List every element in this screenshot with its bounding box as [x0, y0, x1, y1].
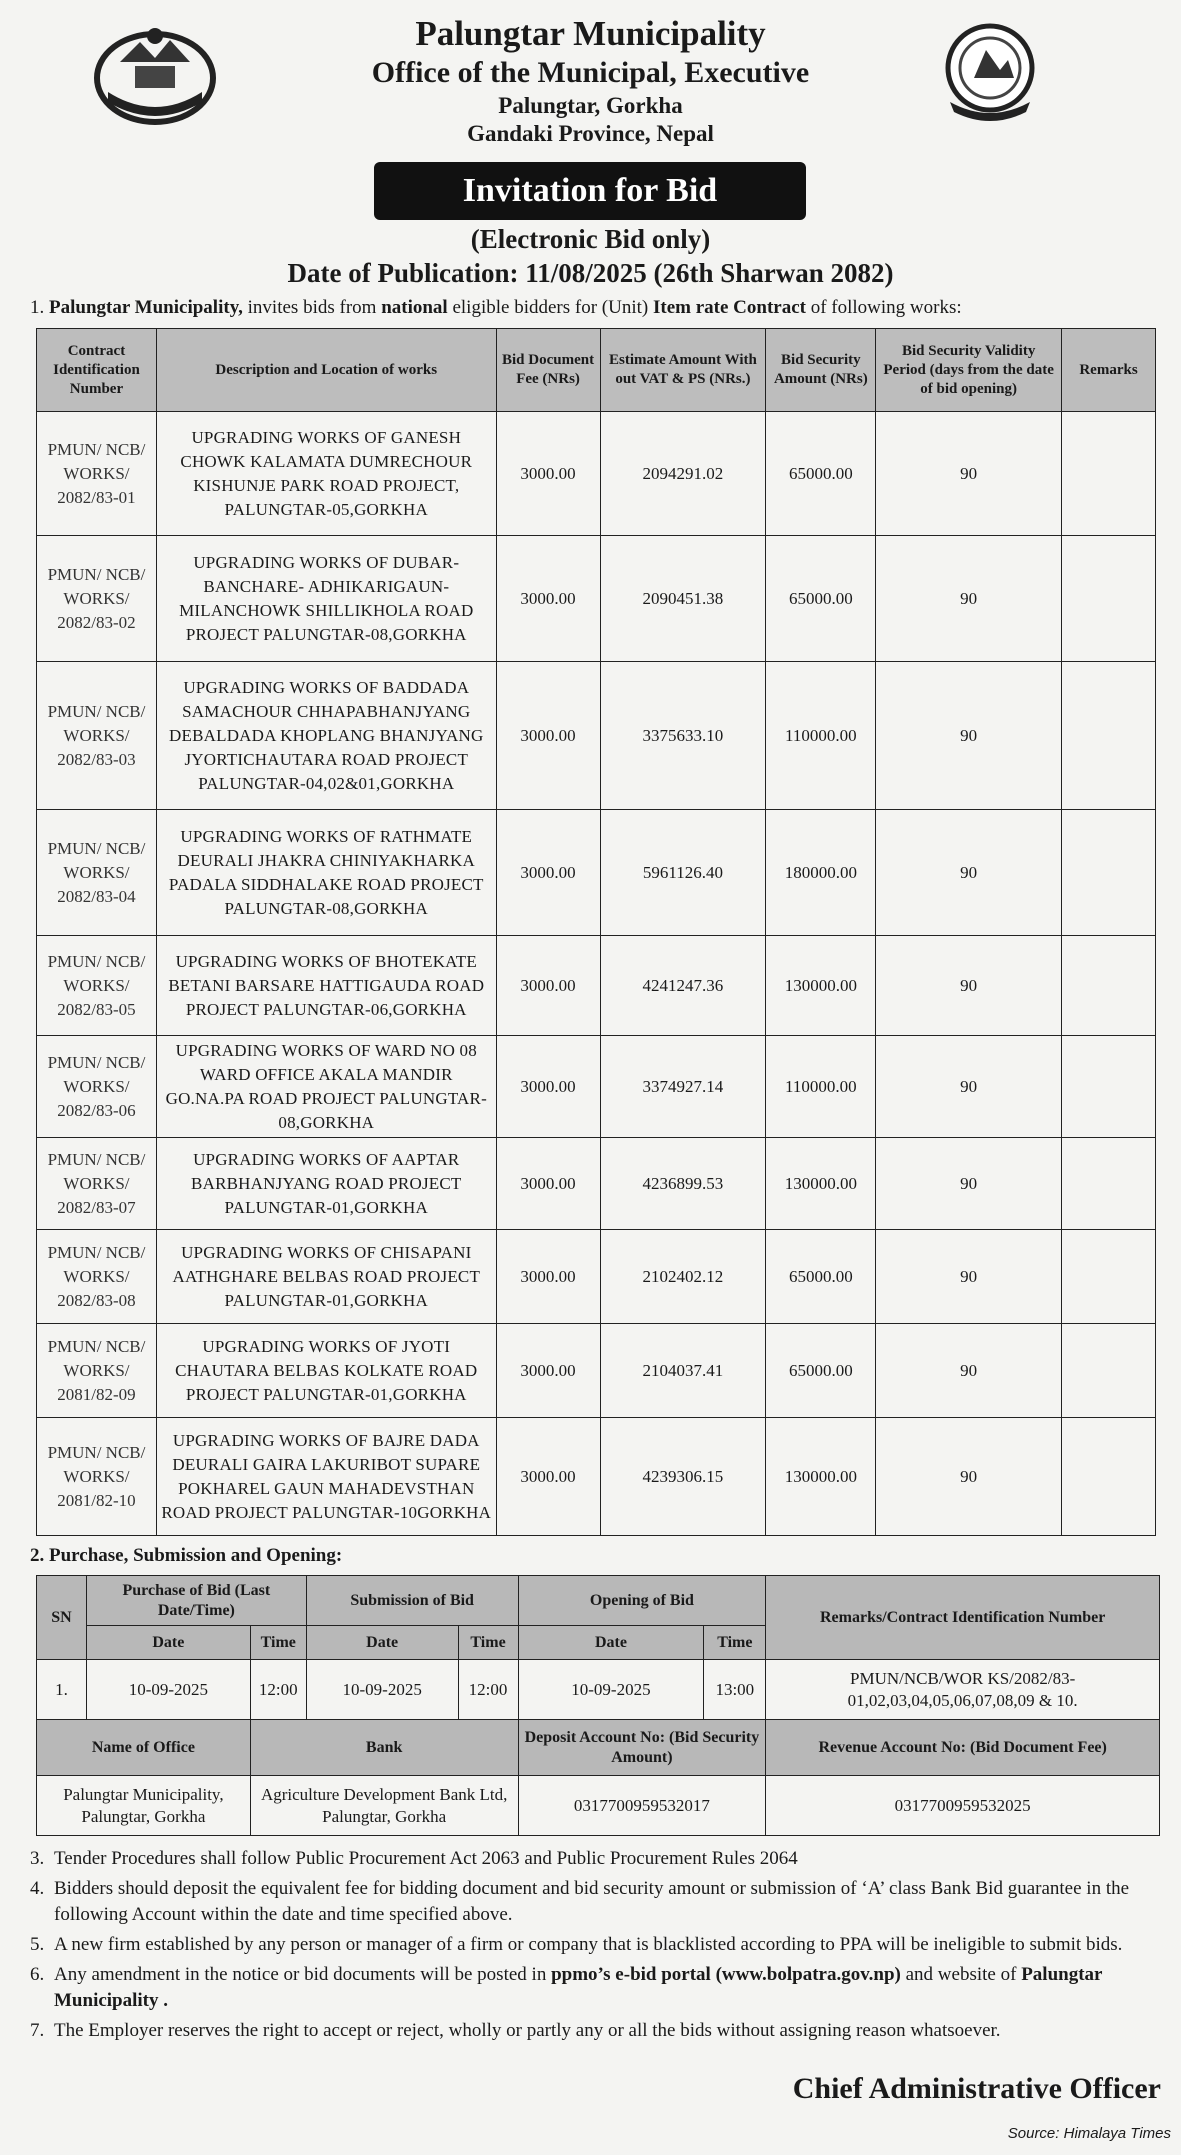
remarks: [1062, 1036, 1156, 1138]
contract-id: PMUN/ NCB/ WORKS/ 2082/83-02: [37, 536, 157, 662]
col-header-submission: Submission of Bid: [306, 1576, 518, 1626]
col-header-revenue: Revenue Account No: (Bid Document Fee): [766, 1720, 1160, 1776]
office-name: Office of the Municipal, Executive: [371, 56, 810, 89]
remarks: [1062, 810, 1156, 936]
deposit-account-number: 0317700959532017: [518, 1776, 766, 1836]
doc-fee: 3000.00: [496, 1418, 600, 1536]
sn: 1.: [37, 1660, 87, 1720]
validity-days: 90: [876, 662, 1062, 810]
table-row: [37, 662, 1156, 810]
work-description: UPGRADING WORKS OF BAJRE DADA DEURALI GAIRA LAKURIBOT SUPARE POKHAREL GAUN MAHADEVSTHAN ROAD PROJECT PALUNGTAR-10GORKHA: [156, 1418, 496, 1536]
doc-fee: 3000.00: [496, 412, 600, 536]
intro-text: of following works:: [805, 297, 962, 318]
remarks: [1062, 1324, 1156, 1418]
note-text: The Employer reserves the right to accept or reject, wholly or partly any or all the bids without assigning reason whatsoever.: [54, 2020, 1001, 2041]
table-row: [37, 536, 1156, 662]
security-amount: 110000.00: [766, 662, 876, 810]
notice-header: [0, 14, 1181, 148]
work-description: UPGRADING WORKS OF AAPTAR BARBHANJYANG ROAD PROJECT PALUNGTAR-01,GORKHA: [156, 1138, 496, 1230]
estimate-amount: 3375633.10: [600, 662, 766, 810]
table-row: [37, 1776, 1160, 1836]
doc-fee: 3000.00: [496, 536, 600, 662]
doc-fee: 3000.00: [496, 662, 600, 810]
contract-id: PMUN/ NCB/ WORKS/ 2082/83-07: [37, 1138, 157, 1230]
table-row: [37, 412, 1156, 536]
work-description: UPGRADING WORKS OF CHISAPANI AATHGHARE BELBAS ROAD PROJECT PALUNGTAR-01,GORKHA: [156, 1230, 496, 1324]
remarks: [1062, 662, 1156, 810]
note-number: 7.: [30, 2020, 45, 2041]
col-header-security: Bid Security Amount (NRs): [766, 329, 876, 412]
col-header-time: Time: [704, 1626, 766, 1660]
bank-name-cell: Agriculture Development Bank Ltd, Palungtar, Gorkha: [250, 1776, 518, 1836]
doc-fee: 3000.00: [496, 1230, 600, 1324]
remarks: [1062, 1138, 1156, 1230]
doc-fee: 3000.00: [496, 1138, 600, 1230]
section-2-title: 2. Purchase, Submission and Opening:: [30, 1545, 343, 1566]
submission-date: 10-09-2025: [306, 1660, 458, 1720]
work-description: UPGRADING WORKS OF GANESH CHOWK KALAMATA DUMRECHOUR KISHUNJE PARK ROAD PROJECT, PALUNGTAR-05,GORKHA: [156, 412, 496, 536]
notice-banner-title: Invitation for Bid: [374, 162, 806, 220]
note-number: 3.: [30, 1848, 45, 1869]
revenue-account-number: 0317700959532025: [766, 1776, 1160, 1836]
security-amount: 65000.00: [766, 536, 876, 662]
validity-days: 90: [876, 1324, 1062, 1418]
works-table: [36, 328, 1156, 1536]
validity-days: 90: [876, 1418, 1062, 1536]
col-header-opening: Opening of Bid: [518, 1576, 766, 1626]
note-item: [30, 1846, 1160, 1872]
purchase-table: [36, 1575, 1160, 1836]
note-text: Tender Procedures shall follow Public Procurement Act 2063 and Public Procurement Rules 2064: [54, 1848, 798, 1869]
contract-id: PMUN/ NCB/ WORKS/ 2082/83-04: [37, 810, 157, 936]
table-row: [37, 1660, 1160, 1720]
purchase-time: 12:00: [250, 1660, 306, 1720]
note-text: Any amendment in the notice or bid documents will be posted in: [54, 1964, 552, 1985]
contract-id: PMUN/ NCB/ WORKS/ 2082/83-03: [37, 662, 157, 810]
contract-id: PMUN/ NCB/ WORKS/ 2082/83-08: [37, 1230, 157, 1324]
contract-id: PMUN/ NCB/ WORKS/ 2082/83-05: [37, 936, 157, 1036]
intro-text: eligible bidders for (Unit): [447, 297, 653, 318]
security-amount: 65000.00: [766, 1230, 876, 1324]
validity-days: 90: [876, 936, 1062, 1036]
col-header-deposit: Deposit Account No: (Bid Security Amount): [518, 1720, 766, 1776]
work-description: UPGRADING WORKS OF JYOTI CHAUTARA BELBAS KOLKATE ROAD PROJECT PALUNGTAR-01,GORKHA: [156, 1324, 496, 1418]
estimate-amount: 2090451.38: [600, 536, 766, 662]
note-number: 6.: [30, 1964, 45, 1985]
doc-fee: 3000.00: [496, 810, 600, 936]
estimate-amount: 2094291.02: [600, 412, 766, 536]
validity-days: 90: [876, 1036, 1062, 1138]
col-header-date: Date: [306, 1626, 458, 1660]
intro-municipality: Palungtar Municipality,: [49, 297, 243, 318]
estimate-amount: 2104037.41: [600, 1324, 766, 1418]
bid-type-subtitle: (Electronic Bid only): [470, 224, 711, 254]
work-description: UPGRADING WORKS OF RATHMATE DEURALI JHAKRA CHINIYAKHARKA PADALA SIDDHALAKE ROAD PROJECT PALUNGTAR-08,GORKHA: [156, 810, 496, 936]
col-header-doc-fee: Bid Document Fee (NRs): [496, 329, 600, 412]
estimate-amount: 2102402.12: [600, 1230, 766, 1324]
work-description: UPGRADING WORKS OF BADDADA SAMACHOUR CHHAPABHANJYANG DEBALDADA KHOPLANG BHANJYANG JYORTICHAUTARA ROAD PROJECT PALUNGTAR-04,02&01,GORKHA: [156, 662, 496, 810]
intro-paragraph: [30, 297, 962, 319]
estimate-amount: 3374927.14: [600, 1036, 766, 1138]
col-header-description: Description and Location of works: [156, 329, 496, 412]
col-header-time: Time: [250, 1626, 306, 1660]
note-item: [30, 2018, 1160, 2044]
validity-days: 90: [876, 1230, 1062, 1324]
address-line-2: Gandaki Province, Nepal: [467, 121, 714, 146]
remarks: [1062, 1230, 1156, 1324]
table-row: [37, 936, 1156, 1036]
note-text: A new firm established by any person or manager of a firm or company that is blacklisted according to PPA will be ineligible to submit bids.: [54, 1934, 1123, 1955]
table-row: [37, 1230, 1156, 1324]
address-line-1: Palungtar, Gorkha: [498, 93, 683, 118]
note-number: 5.: [30, 1934, 45, 1955]
col-header-date: Date: [86, 1626, 250, 1660]
estimate-amount: 5961126.40: [600, 810, 766, 936]
estimate-amount: 4241247.36: [600, 936, 766, 1036]
purchase-date: 10-09-2025: [86, 1660, 250, 1720]
opening-date: 10-09-2025: [518, 1660, 704, 1720]
remarks: [1062, 412, 1156, 536]
col-header-validity: Bid Security Validity Period (days from the date of bid opening): [876, 329, 1062, 412]
work-description: UPGRADING WORKS OF WARD NO 08 WARD OFFICE AKALA MANDIR GO.NA.PA ROAD PROJECT PALUNGTAR-08,GORKHA: [156, 1036, 496, 1138]
note-number: 4.: [30, 1878, 45, 1899]
remarks: [1062, 936, 1156, 1036]
doc-fee: 3000.00: [496, 1036, 600, 1138]
col-header-time: Time: [458, 1626, 518, 1660]
col-header-bank: Bank: [250, 1720, 518, 1776]
note-text: Bidders should deposit the equivalent fee for bidding document and bid security amount or submission of ‘A’ class Bank Bid guarantee in the following Account within the date and time specified above.: [54, 1878, 1130, 1925]
security-amount: 65000.00: [766, 412, 876, 536]
notes-list: [30, 1846, 1160, 2048]
table-row: [37, 1418, 1156, 1536]
note-item: [30, 1962, 1160, 2014]
bid-portal-link[interactable]: ppmo’s e-bid portal (www.bolpatra.gov.np): [551, 1964, 901, 1985]
intro-number: 1.: [30, 297, 45, 318]
col-header-remarks-id: Remarks/Contract Identification Number: [766, 1576, 1160, 1660]
security-amount: 65000.00: [766, 1324, 876, 1418]
remarks: [1062, 1418, 1156, 1536]
work-description: UPGRADING WORKS OF DUBAR-BANCHARE- ADHIKARIGAUN-MILANCHOWK SHILLIKHOLA ROAD PROJECT PALUNGTAR-08,GORKHA: [156, 536, 496, 662]
signatory-title: Chief Administrative Officer: [792, 2072, 1161, 2105]
security-amount: 130000.00: [766, 1138, 876, 1230]
col-header-date: Date: [518, 1626, 704, 1660]
col-header-office: Name of Office: [37, 1720, 251, 1776]
estimate-amount: 4236899.53: [600, 1138, 766, 1230]
contract-id: PMUN/ NCB/ WORKS/ 2082/83-01: [37, 412, 157, 536]
doc-fee: 3000.00: [496, 936, 600, 1036]
source-credit: Source: Himalaya Times: [1007, 2125, 1171, 2142]
intro-national: national: [381, 297, 448, 318]
col-header-sn: SN: [37, 1576, 87, 1660]
opening-time: 13:00: [704, 1660, 766, 1720]
validity-days: 90: [876, 810, 1062, 936]
municipality-website: Palungtar Municipality .: [54, 1964, 1103, 2011]
work-description: UPGRADING WORKS OF BHOTEKATE BETANI BARSARE HATTIGAUDA ROAD PROJECT PALUNGTAR-06,GORKHA: [156, 936, 496, 1036]
estimate-amount: 4239306.15: [600, 1418, 766, 1536]
submission-time: 12:00: [458, 1660, 518, 1720]
intro-contract-type: Item rate Contract: [652, 297, 806, 318]
doc-fee: 3000.00: [496, 1324, 600, 1418]
table-row: [37, 810, 1156, 936]
note-item: [30, 1932, 1160, 1958]
contract-ids-remarks: PMUN/NCB/WOR KS/2082/83-01,02,03,04,05,06,07,08,09 & 10.: [766, 1660, 1160, 1720]
publication-date: Date of Publication: 11/08/2025 (26th Sharwan 2082): [287, 258, 894, 288]
table-row: [37, 1324, 1156, 1418]
remarks: [1062, 536, 1156, 662]
intro-text: invites bids from: [242, 297, 382, 318]
col-header-remarks: Remarks: [1062, 329, 1156, 412]
security-amount: 130000.00: [766, 936, 876, 1036]
municipality-name: Palungtar Municipality: [415, 14, 766, 53]
security-amount: 180000.00: [766, 810, 876, 936]
col-header-purchase: Purchase of Bid (Last Date/Time): [86, 1576, 306, 1626]
security-amount: 130000.00: [766, 1418, 876, 1536]
validity-days: 90: [876, 536, 1062, 662]
security-amount: 110000.00: [766, 1036, 876, 1138]
validity-days: 90: [876, 1138, 1062, 1230]
table-row: [37, 1036, 1156, 1138]
contract-id: PMUN/ NCB/ WORKS/ 2081/82-09: [37, 1324, 157, 1418]
validity-days: 90: [876, 412, 1062, 536]
col-header-contract-id: Contract Identification Number: [37, 329, 157, 412]
contract-id: PMUN/ NCB/ WORKS/ 2082/83-06: [37, 1036, 157, 1138]
table-row: [37, 1138, 1156, 1230]
note-text: and website of: [900, 1964, 1022, 1985]
note-item: [30, 1876, 1160, 1928]
office-name-cell: Palungtar Municipality, Palungtar, Gorkha: [37, 1776, 251, 1836]
col-header-estimate: Estimate Amount With out VAT & PS (NRs.): [600, 329, 766, 412]
contract-id: PMUN/ NCB/ WORKS/ 2081/82-10: [37, 1418, 157, 1536]
